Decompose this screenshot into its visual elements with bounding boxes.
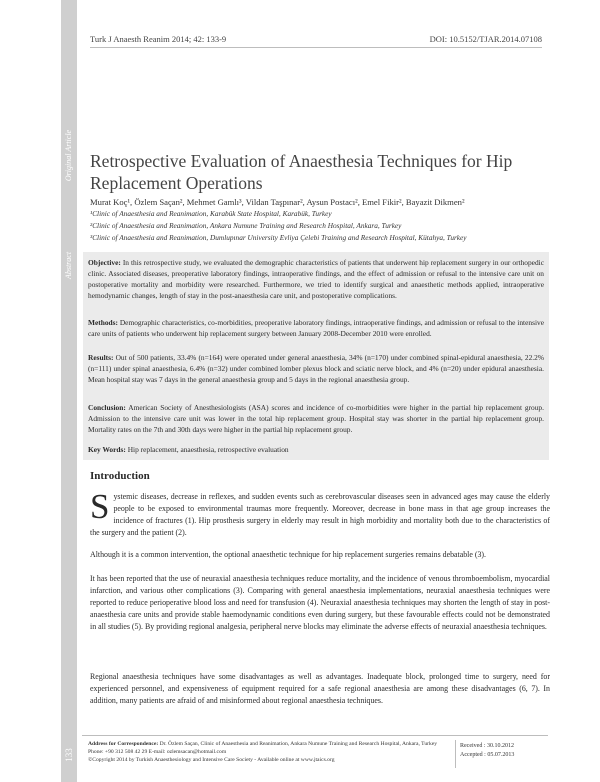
article-type-label: Original Article xyxy=(64,129,74,181)
abstract-methods xyxy=(88,317,544,339)
correspondence-block xyxy=(88,740,448,764)
footer-rule xyxy=(82,735,548,736)
intro-p1-text: ystemic diseases, decrease in reflexes, and sudden events such as cerebrovascular diseases seen in advanced ages may cause the elderly people to be exposed to environmental traumas more frequently. Moreover, decrease in bone mass in that age group increases the incidence of fractures (1). Hip prosthesis surgery in elderly may result in high morbidity and mortality both due to the characteristics of the surgery and the patient (2). xyxy=(90,492,550,537)
received-date: Received : 30.10.2012 xyxy=(460,743,514,749)
objective-text: In this retrospective study, we evaluated the demographic characteristics of patients that underwent hip replacement surgery in our orthopedic clinic. Associated diseases, preoperative laboratory findings, intraoperative findings, and the effect of admission or refusal to the intensive care unit on postoperative mortality and morbidity were researched. Furthermore, we tried to identify surgical and anaesthetic methods applied, intraoperative hemodynamic changes, length of stay in the post-anaesthesia care unit, and postoperative complications. xyxy=(88,258,544,300)
correspondence-text: Dr. Özlem Saçan, Clinic of Anaesthesia and Reanimation, Ankara Numune Training and Research Hospital, Ankara, Turkey Phone: +90 312 508 42 29 E-mail: ozlemsacan@hotmail.com xyxy=(88,741,438,755)
dates-block xyxy=(460,742,550,760)
header-rule xyxy=(90,47,542,48)
accepted-date: Accepted : 05.07.2013 xyxy=(460,752,515,758)
results-label: Results: xyxy=(88,353,114,362)
methods-label: Methods: xyxy=(88,318,118,327)
running-header xyxy=(90,34,542,44)
abstract-side-label: Abstract xyxy=(64,251,74,279)
author-list: Murat Koç¹, Özlem Saçan², Mehmet Gamlı³, Vildan Taşpınar², Aysun Postacı², Emel Fikir², Bayazit Dikmen² xyxy=(90,197,465,207)
keywords-label: Key Words: xyxy=(88,445,126,454)
abstract-conclusion xyxy=(88,402,544,435)
abstract-objective xyxy=(88,257,544,301)
page-number: 133 xyxy=(64,748,74,762)
intro-paragraph-3: It has been reported that the use of neuraxial anaesthesia techniques reduce mortality, and the incidence of venous thromboembolism, myocardial infarction, and various other complications (3). Comparing with general anaesthesia implementations, neuraxial anaesthesia techniques were reported to reduce perioperative blood loss and need for transfusion (4). Neuraxial anaesthesia techniques may shorten the length of stay in post-anaesthesia care units and provide stable haemodynamic conditions even during surgery, but these favourable effects could not be demonstrated in all studies (5). By providing regional analgesia, peripheral nerve blocks may eliminate the adverse effects of neuraxial anaesthesia techniques. xyxy=(90,574,550,631)
article-title: Retrospective Evaluation of Anaesthesia Techniques for Hip Replacement Operations xyxy=(90,151,513,193)
methods-text: Demographic characteristics, co-morbidities, preoperative laboratory findings, intraoperative findings, and admission or refusal to the intensive care units of patients who underwent hip replacement surgery between January 2008-December 2010 were enrolled. xyxy=(88,318,544,338)
intro-paragraph-1 xyxy=(90,487,550,539)
affiliation-3: ³Clinic of Anaesthesia and Reanimation, Dumlupınar University Evliya Çelebi Training and Research Hospital, Kütahya, Turkey xyxy=(90,233,467,242)
drop-cap: S xyxy=(90,487,110,526)
doi: DOI: 10.5152/TJAR.2014.07108 xyxy=(429,34,542,44)
abstract-keywords xyxy=(88,444,544,455)
journal-citation: Turk J Anaesth Reanim 2014; 42: 133-9 xyxy=(90,34,227,44)
keywords-text: Hip replacement, anaesthesia, retrospective evaluation xyxy=(127,445,289,454)
affiliation-2: ²Clinic of Anaesthesia and Reanimation, Ankara Numune Training and Research Hospital, Ankara, Turkey xyxy=(90,221,402,230)
sidebar-band xyxy=(61,0,77,782)
footer-divider xyxy=(455,740,456,768)
objective-label: Objective: xyxy=(88,258,121,267)
copyright-text: ©Copyright 2014 by Turkish Anaesthesiology and Intensive Care Society - Available online at www.jtaics.org xyxy=(88,757,335,763)
intro-paragraph-2: Although it is a common intervention, the optional anaesthetic technique for hip replacement surgeries remains debatable (3). xyxy=(90,550,487,559)
correspondence-label: Address for Correspondence: xyxy=(88,741,159,747)
abstract-results xyxy=(88,352,544,385)
affiliation-1: ¹Clinic of Anaesthesia and Reanimation, Karabük State Hospital, Karabük, Turkey xyxy=(90,209,332,218)
results-text: Out of 500 patients, 33.4% (n=164) were operated under general anaesthesia, 34% (n=170) under combined spinal-epidural anaesthesia, 22.2% (n=111) under spinal anaesthesia, 6.4% (n=32) under combined lomber plexus block and sciatic nerve block, and 4% (n=20) under epidural anaesthesia. Mean hospital stay was 7 days in the general anaesthesia group and 5 days in the regional anaesthesia group. xyxy=(88,353,544,384)
conclusion-text: American Society of Anesthesiologists (ASA) scores and incidence of co-morbidities were higher in the partial hip replacement group. Admission to the intensive care unit was lower in the total hip replacement group. Hospital stay was shorter in the partial hip replacement group. Mortality rates on the 7th and 30th days were higher in the partial hip replacement group. xyxy=(88,403,544,434)
introduction-heading: Introduction xyxy=(90,470,150,482)
conclusion-label: Conclusion: xyxy=(88,403,126,412)
intro-paragraph-4: Regional anaesthesia techniques have some disadvantages as well as advantages. Inadequate block, prolonged time to surgery, need for experienced personnel, and expensiveness of equipment required for a safe regional anaesthesia are among these disadvantages (6, 7). In addition, many patients are afraid of and misinformed about regional anaesthesia techniques. xyxy=(90,672,550,705)
